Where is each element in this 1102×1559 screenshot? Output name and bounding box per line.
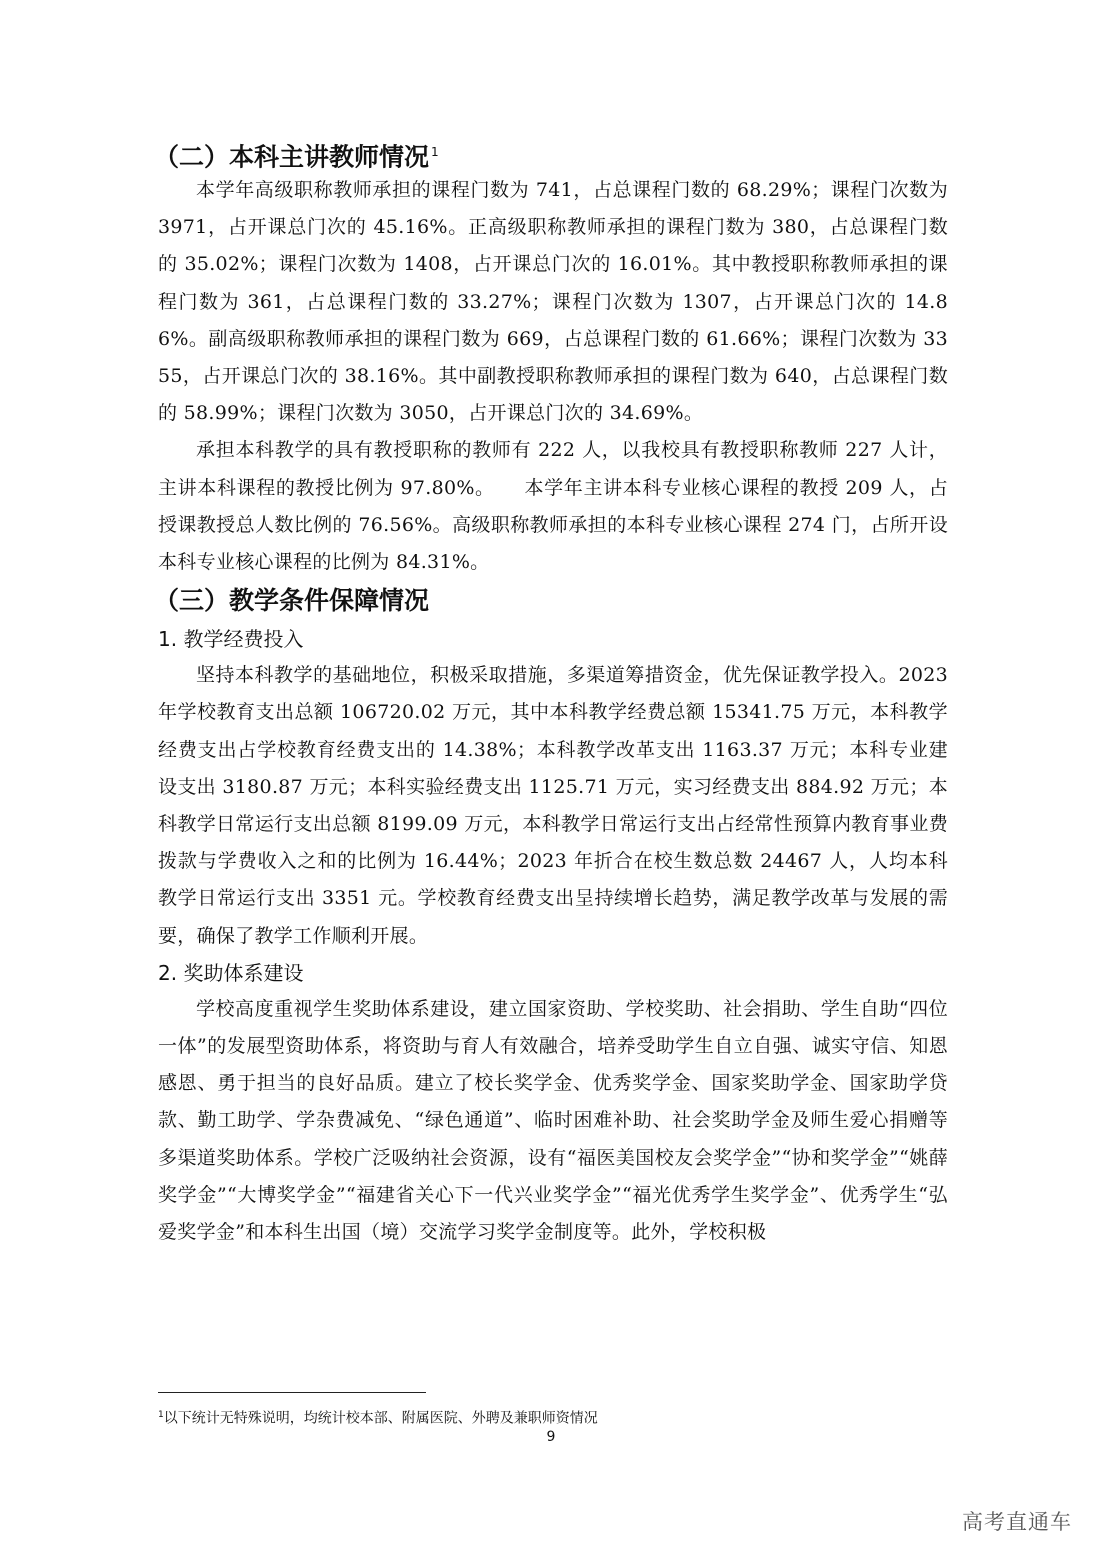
section-heading-teachers-text: （二）本科主讲教师情况 <box>154 142 430 172</box>
page-content <box>154 132 948 1251</box>
footnote <box>158 1405 598 1429</box>
page-number: 9 <box>546 1429 556 1445</box>
footnote-marker: 1 <box>158 1410 164 1420</box>
subheading-funding: 1. 教学经费投入 <box>158 627 304 652</box>
footnote-text: 以下统计无特殊说明，均统计校本部、附属医院、外聘及兼职师资情况 <box>163 1410 598 1427</box>
subheading-scholarship: 2. 奖助体系建设 <box>158 960 304 985</box>
watermark: 高考直通车 <box>962 1510 1072 1534</box>
section-heading-teachers <box>154 132 948 172</box>
footnote-reference[interactable]: 1 <box>431 145 439 159</box>
paragraph-scholarship: 学校高度重视学生奖助体系建设，建立国家资助、学校奖助、社会捐助、学生自助“四位一体”的发展型资助体系，将资助与育人有效融合，培养受助学生自立自强、诚实守信、知恩感恩、勇于担当的良好品质。建立了校长奖学金、优秀奖学金、国家奖助学金、国家助学贷款、勤工助学、学杂费减免、“绿色通道”、临时困难补助、社会奖助学金及师生爱心捐赠等多渠道奖助体系。学校广泛吸纳社会资源，设有“福医美国校友会奖学金”“协和奖学金”“姚薛奖学金”“大博奖学金”“福建省关心下一代兴业奖学金”“福光优秀学生奖学金”、优秀学生“弘爱奖学金”和本科生出国（境）交流学习奖学金制度等。此外，学校积极 <box>158 997 948 1244</box>
paragraph-professor-ratio: 承担本科教学的具有教授职称的教师有 222 人，以我校具有教授职称教师 227 人计，主讲本科课程的教授比例为 97.80%。 本学年主讲本科专业核心课程的教授 209 人，占授课教授总人数比例的 76.56%。高级职称教师承担的本科专业核心课程 274 门，占所开设本科专业核心课程的比例为 84.31%。 <box>158 439 948 574</box>
section-heading-conditions: （三）教学条件保障情况 <box>154 586 430 616</box>
paragraph-funding: 坚持本科教学的基础地位，积极采取措施，多渠道筹措资金，优先保证教学投入。2023 年学校教育支出总额 106720.02 万元，其中本科教学经费总额 15341.75 万元，本科教学经费支出占学校教育经费支出的 14.38%；本科教学改革支出 1163.37 万元；本科专业建设支出 3180.87 万元；本科实验经费支出 1125.71 万元，实习经费支出 884.92 万元；本科教学日常运行支出总额 8199.09 万元，本科教学日常运行支出占经常性预算内教育事业费拨款与学费收入之和的比例为 16.44%；2023 年折合在校生数总数 24467 人，人均本科教学日常运行支出 3351 元。学校教育经费支出呈持续增长趋势，满足教学改革与发展的需要，确保了教学工作顺利开展。 <box>158 664 948 947</box>
footnote-divider <box>158 1392 426 1393</box>
paragraph-course-share: 本学年高级职称教师承担的课程门数为 741，占总课程门数的 68.29%；课程门次数为 3971，占开课总门次的 45.16%。正高级职称教师承担的课程门数为 380，占总课程门数的 35.02%；课程门次数为 1408，占开课总门次的 16.01%。其中教授职称教师承担的课程门数为 361，占总课程门数的 33.27%；课程门次数为 1307，占开课总门次的 14.86%。副高级职称教师承担的课程门数为 669，占总课程门数的 61.66%；课程门次数为 3355，占开课总门次的 38.16%。其中副教授职称教师承担的课程门数为 640，占总课程门数的 58.99%；课程门次数为 3050，占开课总门次的 34.69%。 <box>158 179 948 425</box>
